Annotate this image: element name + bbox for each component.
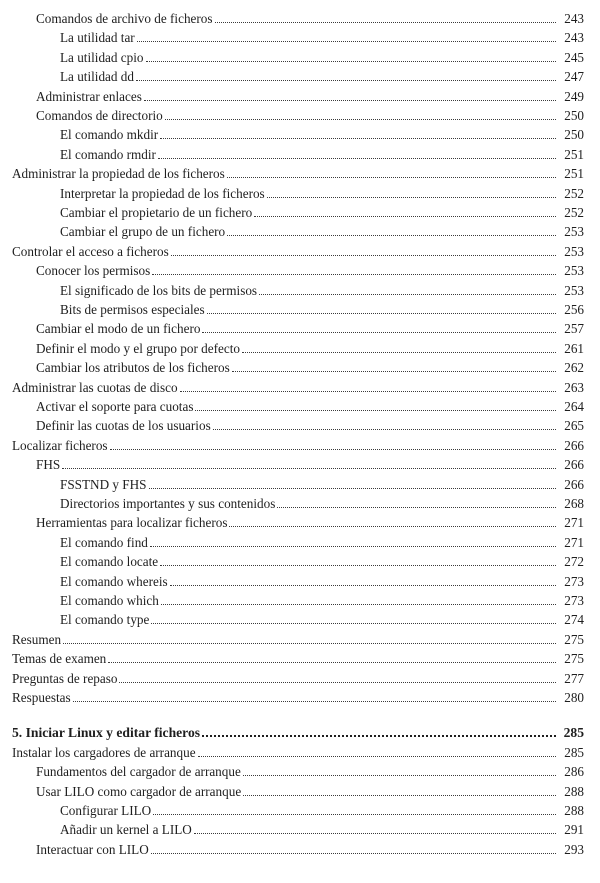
toc-entry [0, 317, 584, 336]
dot-leader [243, 795, 556, 796]
toc-entry [0, 838, 584, 857]
toc-entry [0, 298, 584, 317]
toc-entry [0, 104, 584, 123]
toc-entry-page-number: 274 [564, 612, 584, 628]
dot-leader [254, 216, 556, 217]
toc-entry-page-number: 273 [564, 593, 584, 608]
toc-entry-page-number: 245 [564, 49, 584, 65]
toc-entry [0, 818, 584, 837]
toc-entry-title: FHS [36, 457, 61, 473]
toc-entry [0, 259, 584, 278]
dot-leader [160, 565, 556, 566]
toc-entry [0, 531, 584, 550]
toc-entry-title: El comando find [60, 534, 148, 550]
toc-entry-page-number: 243 [564, 30, 584, 46]
toc-entry-title: Administrar las cuotas de disco [12, 379, 178, 395]
dot-leader [149, 488, 557, 489]
toc-entry [0, 741, 584, 760]
dot-leader [152, 274, 556, 275]
dot-leader [202, 332, 556, 333]
toc-entry-title: Comandos de directorio [36, 108, 163, 123]
toc-entry-page-number: 253 [564, 282, 584, 298]
toc-entry-page-number: 285 [563, 725, 584, 741]
toc-entry [0, 686, 584, 705]
dot-leader [110, 449, 556, 450]
toc-entry [0, 7, 584, 26]
toc-entry [0, 46, 584, 65]
dot-leader [153, 814, 556, 815]
dot-leader [180, 391, 556, 392]
toc-entry-page-number: 268 [564, 496, 584, 511]
dot-leader [158, 158, 556, 159]
toc-entry-page-number: 261 [564, 340, 584, 356]
toc-entry [0, 201, 584, 220]
toc-entry [0, 240, 584, 259]
dot-leader [215, 22, 556, 23]
toc-entry-page-number: 271 [564, 534, 584, 550]
toc-entry-page-number: 272 [564, 554, 584, 570]
toc-entry-page-number: 256 [564, 302, 584, 317]
toc-entry-title: El comando mkdir [60, 127, 159, 143]
toc-entry-title: La utilidad tar [60, 30, 135, 46]
toc-entry-title: Cambiar el propietario de un fichero [60, 205, 253, 220]
toc-entry [0, 434, 584, 453]
dot-leader [144, 100, 556, 101]
toc-entry-page-number: 247 [564, 69, 584, 85]
toc-entry-title: Interactuar con LILO [36, 841, 149, 857]
toc-entry-title: Definir el modo y el grupo por defecto [36, 340, 240, 356]
toc-entry-page-number: 249 [564, 88, 584, 104]
dot-leader [119, 682, 556, 683]
toc-entry-title: Temas de examen [12, 651, 107, 667]
toc-entry-title: El comando rmdir [60, 146, 156, 162]
toc-entry-title: Preguntas de repaso [12, 670, 118, 686]
toc-entry [0, 570, 584, 589]
toc-entry-page-number: 286 [564, 764, 584, 780]
toc-entry-page-number: 288 [564, 803, 584, 818]
toc-entry-page-number: 253 [564, 243, 584, 259]
toc-entry [0, 589, 584, 608]
toc-entry [0, 647, 584, 666]
toc-entry-title: Interpretar la propiedad de los ficheros [60, 185, 265, 201]
toc-entry-page-number: 251 [564, 146, 584, 162]
toc-entry-title: Conocer los permisos [36, 263, 151, 279]
toc-entry-title: Cambiar el modo de un fichero [36, 321, 201, 337]
toc-entry-page-number: 285 [564, 744, 584, 760]
dot-leader [151, 623, 556, 624]
toc-entry-page-number: 273 [564, 573, 584, 589]
toc-entry-title: Administrar enlaces [36, 88, 142, 104]
dot-leader [227, 235, 556, 236]
dot-leader [195, 410, 556, 411]
dot-leader [171, 255, 556, 256]
toc-entry [0, 143, 584, 162]
dot-leader [165, 119, 556, 120]
toc-entry-title: Controlar el acceso a ficheros [12, 243, 169, 259]
toc-entry-title: Cambiar el grupo de un fichero [60, 224, 226, 240]
dot-leader [108, 662, 556, 663]
dot-leader [161, 604, 556, 605]
dot-leader [243, 775, 556, 776]
toc-entry-title: Añadir un kernel a LILO [60, 822, 192, 838]
toc-entry-title: La utilidad cpio [60, 49, 144, 65]
toc-entry [0, 799, 584, 818]
toc-entry-page-number: 266 [564, 437, 584, 453]
dot-leader [73, 701, 556, 702]
dot-leader [194, 833, 556, 834]
toc-entry [0, 667, 584, 686]
toc-entry-title: Bits de permisos especiales [60, 302, 205, 317]
dot-leader [207, 313, 556, 314]
toc-entry-title: El comando which [60, 593, 159, 608]
toc-entry-title: La utilidad dd [60, 69, 134, 85]
toc-entry [0, 123, 584, 142]
toc-entry [0, 492, 584, 511]
toc-entry-title: Administrar la propiedad de los ficheros [12, 166, 225, 182]
dot-leader [160, 138, 556, 139]
toc-entry-title: Activar el soporte para cuotas [36, 399, 194, 414]
toc-entry [0, 414, 584, 433]
dot-leader [146, 61, 557, 62]
toc-entry-page-number: 266 [564, 457, 584, 473]
toc-entry [0, 220, 584, 239]
toc-entry-page-number: 275 [564, 651, 584, 667]
toc-entry-page-number: 271 [564, 515, 584, 531]
toc-entry [0, 608, 584, 627]
toc-entry [0, 628, 584, 647]
toc-entry-title: Resumen [12, 631, 62, 647]
toc-entry-page-number: 264 [564, 399, 584, 414]
toc-entry-title: Instalar los cargadores de arranque [12, 744, 196, 760]
chapter-heading [0, 721, 584, 740]
toc-entry-page-number: 277 [564, 670, 584, 686]
toc-entry-title: Configurar LILO [60, 803, 152, 818]
dot-leader [232, 371, 556, 372]
toc-entry-title: Fundamentos del cargador de arranque [36, 764, 241, 780]
toc-entry-page-number: 275 [564, 631, 584, 647]
toc-entry-page-number: 280 [564, 690, 584, 705]
toc-entry-title: Herramientas para localizar ficheros [36, 515, 228, 531]
toc-entry [0, 162, 584, 181]
toc-entry [0, 337, 584, 356]
toc-entry-title: FSSTND y FHS [60, 476, 147, 492]
toc-entry-title: El comando type [60, 612, 150, 628]
dot-leader [259, 294, 556, 295]
toc-entry [0, 376, 584, 395]
dot-leader [137, 41, 556, 42]
toc-entry-title: El comando locate [60, 554, 159, 570]
toc-entry [0, 760, 584, 779]
dot-leader [229, 526, 556, 527]
toc-entry-page-number: 252 [564, 205, 584, 220]
toc-entry-page-number: 252 [564, 185, 584, 201]
dot-leader [63, 643, 556, 644]
toc-entry-page-number: 243 [564, 11, 584, 26]
toc-entry [0, 85, 584, 104]
toc-entry-title: Respuestas [12, 690, 71, 705]
toc-entry-page-number: 257 [564, 321, 584, 337]
toc-entry-title: El comando whereis [60, 573, 168, 589]
toc-entry-page-number: 265 [564, 418, 584, 434]
toc-entry-page-number: 253 [564, 263, 584, 279]
toc-entry-page-number: 263 [564, 379, 584, 395]
toc-entry [0, 780, 584, 799]
toc-entry-title: Comandos de archivo de ficheros [36, 11, 213, 26]
toc-entry-title: Usar LILO como cargador de arranque [36, 783, 242, 799]
dot-leader [242, 352, 556, 353]
toc-entry-title: El significado de los bits de permisos [60, 282, 258, 298]
dot-leader [227, 177, 556, 178]
dot-leader [170, 585, 556, 586]
toc-entry [0, 550, 584, 569]
toc-entry-title: 5. Iniciar Linux y editar ficheros [12, 725, 201, 741]
dot-leader [277, 507, 556, 508]
toc-entry [0, 279, 584, 298]
toc-entry-page-number: 293 [564, 841, 584, 857]
toc-entry-page-number: 250 [564, 127, 584, 143]
dot-leader [136, 80, 556, 81]
toc-entry-page-number: 251 [564, 166, 584, 182]
toc-entry-page-number: 288 [564, 783, 584, 799]
toc-entry [0, 511, 584, 530]
toc-entry-title: Cambiar los atributos de los ficheros [36, 360, 230, 376]
toc-entry-title: Localizar ficheros [12, 437, 108, 453]
toc-entry-page-number: 250 [564, 108, 584, 123]
toc-entry [0, 453, 584, 472]
toc-entry [0, 65, 584, 84]
toc-entry-title: Definir las cuotas de los usuarios [36, 418, 211, 434]
toc-entry-page-number: 262 [564, 360, 584, 376]
dot-leader [151, 853, 556, 854]
dot-leader [267, 197, 556, 198]
dot-leader [150, 546, 556, 547]
dot-leader [62, 468, 556, 469]
toc-entry [0, 473, 584, 492]
toc-entry [0, 182, 584, 201]
toc-entry-page-number: 253 [564, 224, 584, 240]
toc-entry [0, 26, 584, 45]
toc-entry-page-number: 291 [564, 822, 584, 838]
toc-entry-title: Directorios importantes y sus contenidos [60, 496, 276, 511]
dot-leader [202, 735, 556, 737]
dot-leader [198, 756, 556, 757]
toc-entry [0, 395, 584, 414]
dot-leader [213, 429, 556, 430]
toc-entry-page-number: 266 [564, 476, 584, 492]
toc-entry [0, 356, 584, 375]
